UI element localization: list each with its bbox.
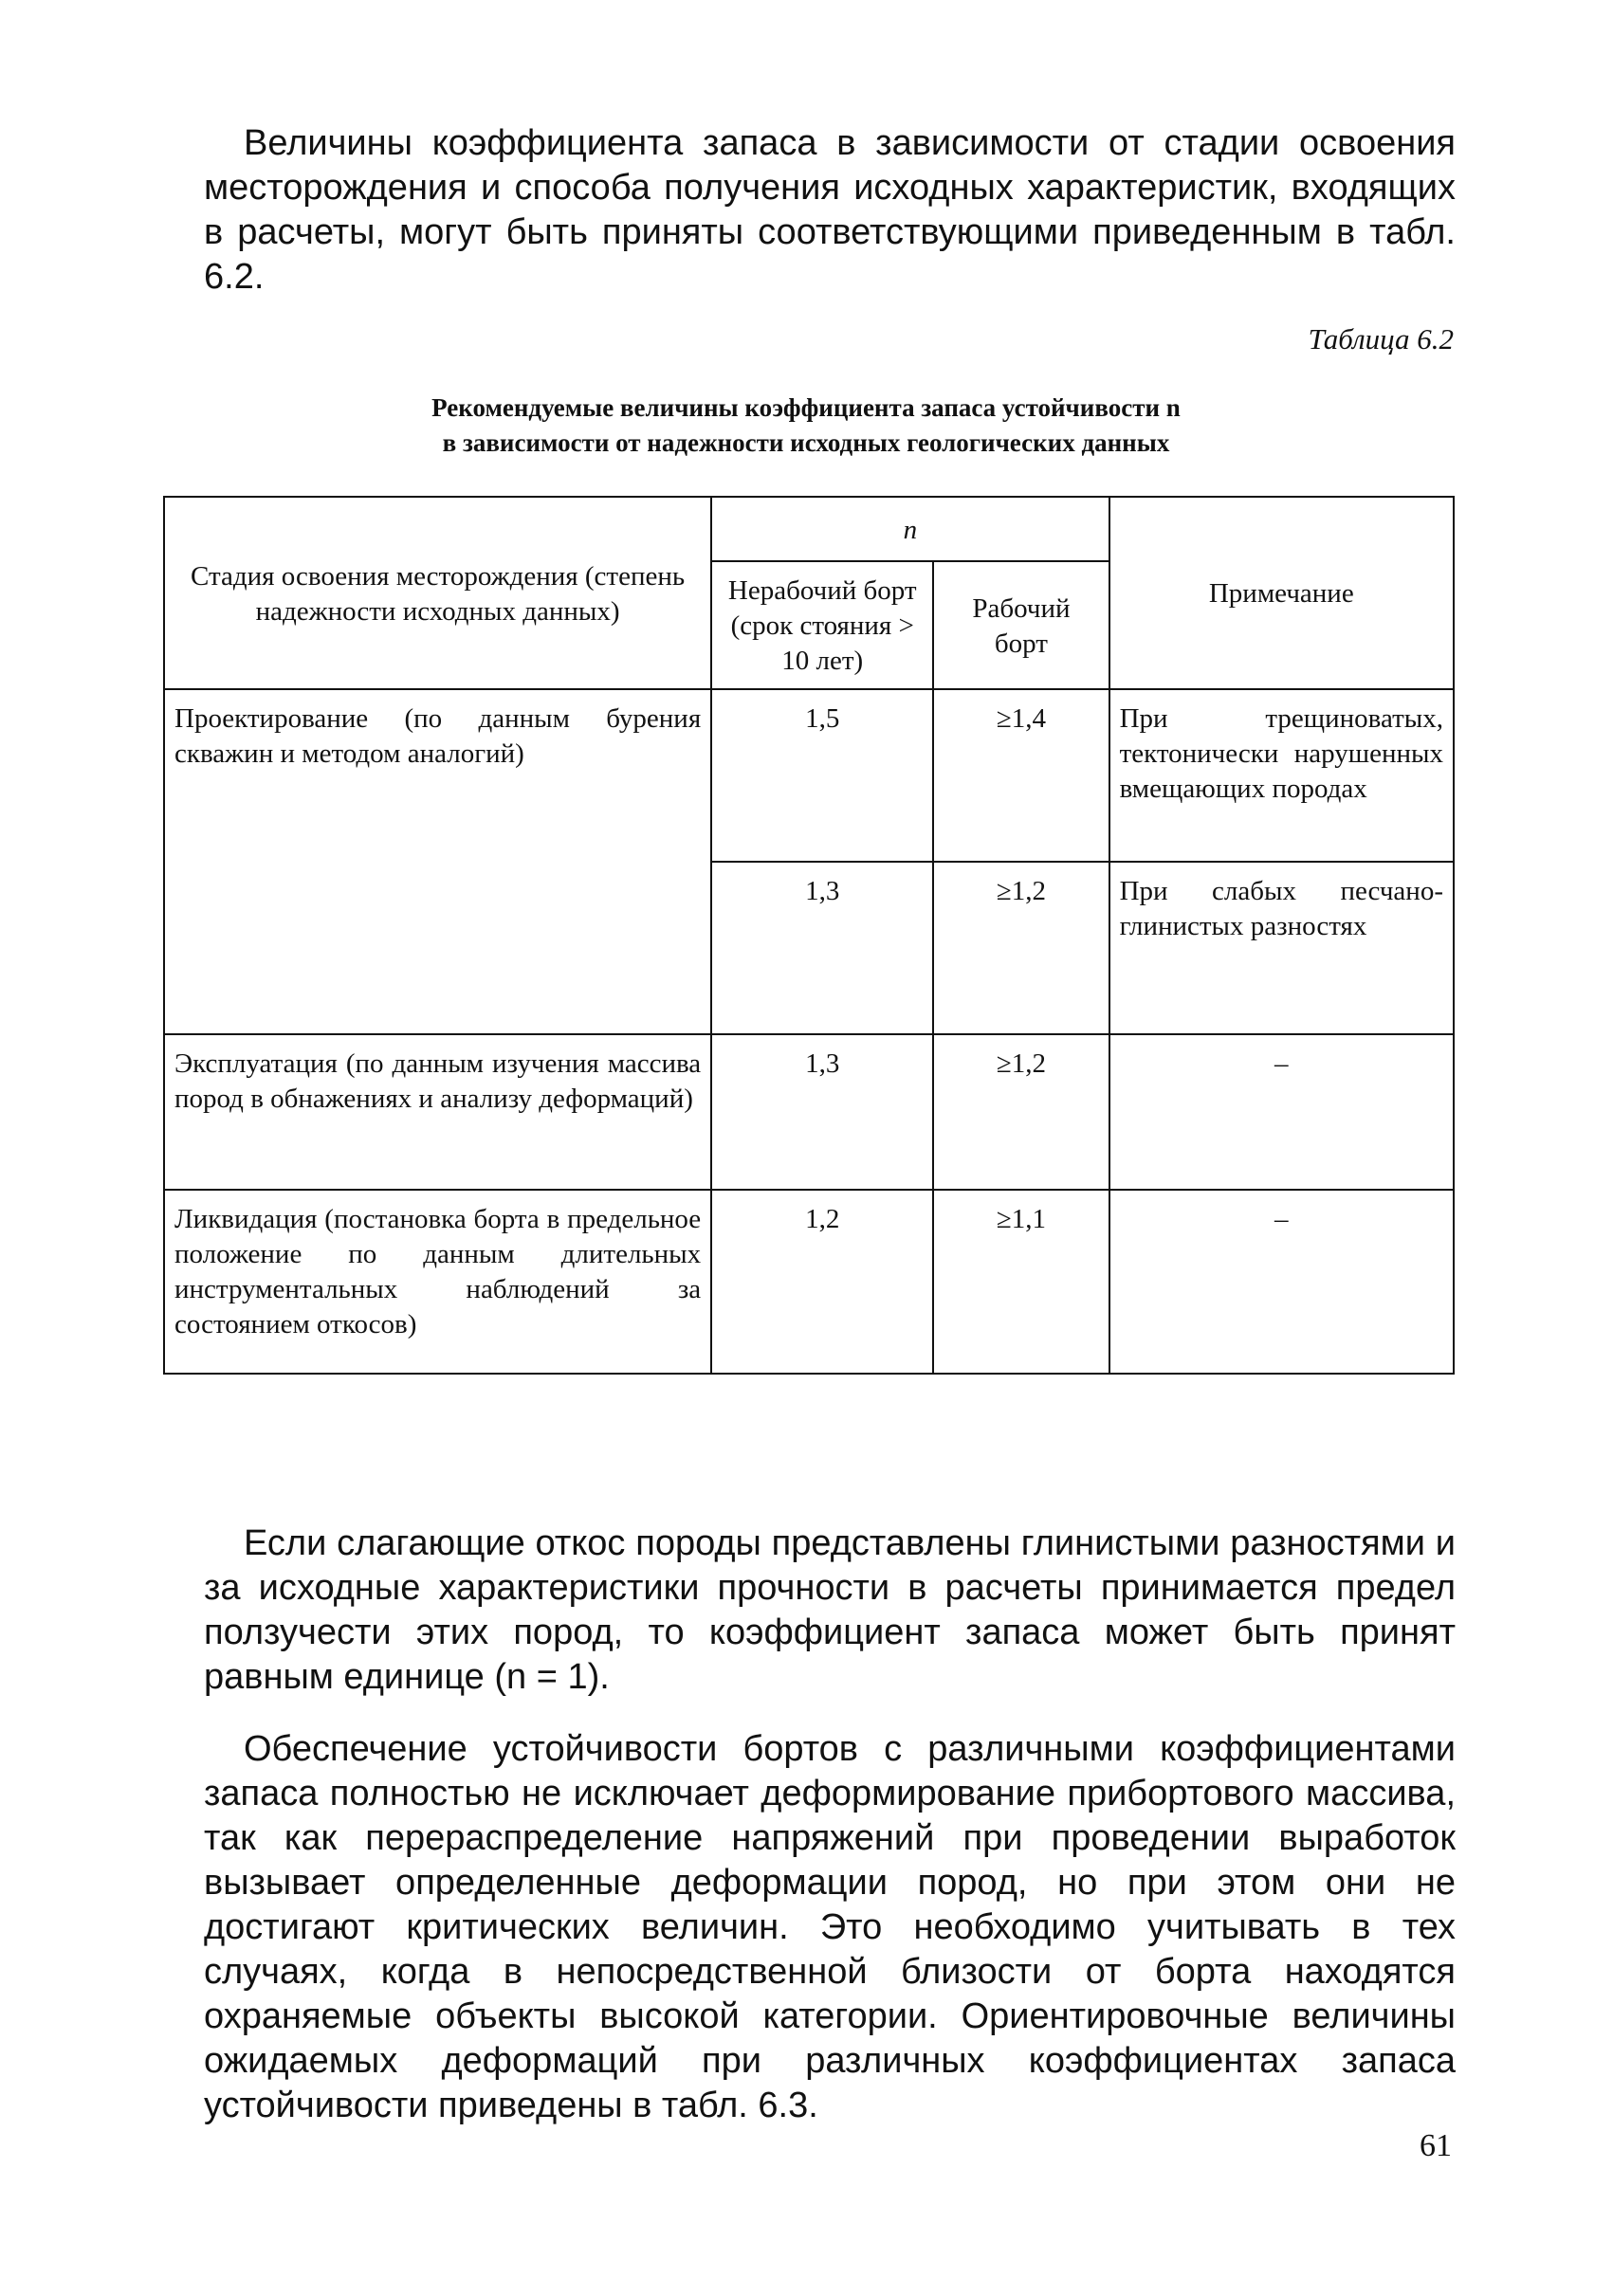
cell-note: – xyxy=(1109,1190,1454,1374)
header-n: n xyxy=(711,497,1109,561)
paragraph-clay: Если слагающие откос породы представлены глинистыми разностями и за исходные характеристики прочности в расчеты принимается предел ползучести этих пород, то коэффициент запаса может быть принят равным единице (n = 1). xyxy=(204,1523,1456,1697)
table-caption-line-1: Рекомендуемые величины коэффициента запаса устойчивости n xyxy=(431,393,1181,422)
cell-nonworking: 1,3 xyxy=(711,1034,933,1190)
header-stage: Стадия освоения месторождения (степень надежности исходных данных) xyxy=(164,497,711,689)
table-caption-line-2: в зависимости от надежности исходных геологических данных xyxy=(442,428,1170,457)
stability-coefficient-table xyxy=(163,496,1455,1375)
header-working: Рабочий борт xyxy=(933,561,1109,689)
cell-stage: Эксплуатация (по данным изучения массива пород в обнажениях и анализу деформаций) xyxy=(164,1034,711,1190)
table-row xyxy=(164,689,1454,862)
page-number: 61 xyxy=(1420,2128,1452,2163)
cell-note: – xyxy=(1109,1034,1454,1190)
table-row xyxy=(164,1190,1454,1374)
cell-nonworking: 1,5 xyxy=(711,689,933,862)
header-nonworking: Нерабочий борт (срок стояния > 10 лет) xyxy=(711,561,933,689)
cell-note: При слабых песчано-глинистых разностях xyxy=(1109,862,1454,1034)
cell-stage: Проектирование (по данным бурения скважин и методом аналогий) xyxy=(164,689,711,1034)
table-label: Таблица 6.2 xyxy=(1308,322,1454,355)
cell-nonworking: 1,3 xyxy=(711,862,933,1034)
cell-working: ≥1,4 xyxy=(933,689,1109,862)
table-caption xyxy=(161,391,1451,461)
cell-stage: Ликвидация (постановка борта в предельное положение по данным длительных инструментальных наблюдений за состоянием откосов) xyxy=(164,1190,711,1374)
cell-working: ≥1,2 xyxy=(933,862,1109,1034)
cell-note: При трещиноватых, тектонически нарушенных вмещающих породах xyxy=(1109,689,1454,862)
cell-working: ≥1,1 xyxy=(933,1190,1109,1374)
cell-nonworking: 1,2 xyxy=(711,1190,933,1374)
paragraph-stability: Обеспечение устойчивости бортов с различными коэффициентами запаса полностью не исключает деформирование прибортового массива, так как перераспределение напряжений при проведении выработок вызывает определенные деформации пород, но при этом они не достигают критических величин. Это необходимо учитывать в тех случаях, когда в непосредственной близости от борта находятся охраняемые объекты высокой категории. Ориентировочные величины ожидаемых деформаций при различных коэффициентах запаса устойчивости приведены в табл. 6.3. xyxy=(204,1729,1456,2125)
table-row xyxy=(164,1034,1454,1190)
paragraph-intro: Величины коэффициента запаса в зависимости от стадии освоения месторождения и способа получения исходных характеристик, входящих в расчеты, могут быть приняты соответствующими приведенным в табл. 6.2. xyxy=(204,123,1456,297)
header-note: Примечание xyxy=(1109,497,1454,689)
cell-working: ≥1,2 xyxy=(933,1034,1109,1190)
table-header-row-1 xyxy=(164,497,1454,561)
